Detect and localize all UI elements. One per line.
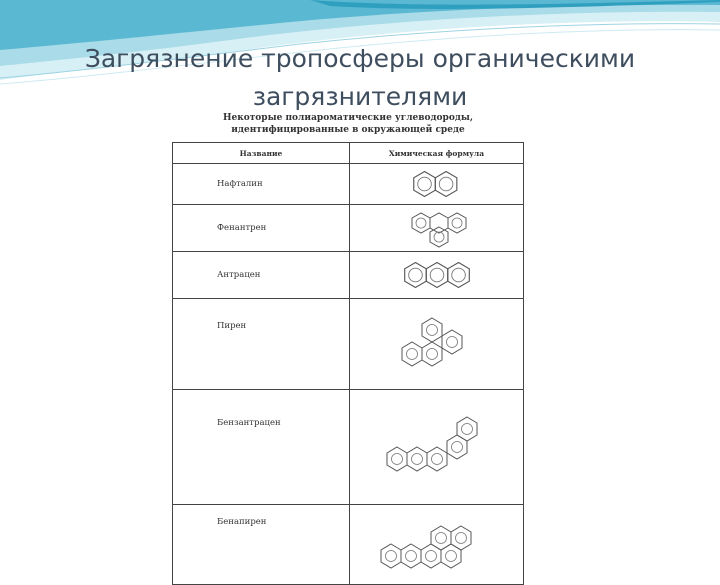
table-row: [173, 505, 524, 585]
table-row: [173, 299, 524, 390]
pah-table: [172, 142, 524, 585]
benzopyrene-structure-icon: [379, 514, 495, 576]
formula-cell: [350, 205, 524, 252]
table-row: [173, 252, 524, 299]
pyrene-structure-icon: [400, 314, 474, 374]
anthracene-structure-icon: [395, 258, 479, 292]
table-row: [173, 205, 524, 252]
table-caption-line-2: идентифицированные в окружающей среде: [231, 125, 465, 135]
benzanthracene-structure-icon: [385, 409, 489, 485]
table-row: [173, 390, 524, 505]
formula-cell: [350, 390, 524, 505]
slide-title-line-2: загрязнителями: [252, 82, 468, 111]
phenanthrene-structure-icon: [400, 208, 474, 248]
compound-name: Нафталин: [173, 164, 350, 205]
formula-cell: [350, 299, 524, 390]
slide-title-line-1: Загрязнение тропосферы органическими: [84, 44, 636, 73]
formula-cell: [350, 505, 524, 585]
formula-cell: [350, 164, 524, 205]
scanned-table-image: [172, 112, 524, 527]
compound-name: Бенапирен: [173, 505, 350, 585]
column-header-name: Название: [173, 143, 350, 164]
table-row: [173, 164, 524, 205]
table-caption: [172, 112, 524, 136]
naphthalene-structure-icon: [407, 167, 467, 201]
table-caption-line-1: Некоторые полиароматические углеводороды,: [222, 113, 473, 123]
formula-cell: [350, 252, 524, 299]
compound-name: Фенантрен: [173, 205, 350, 252]
compound-name: Пирен: [173, 299, 350, 390]
compound-name: Антрацен: [173, 252, 350, 299]
compound-name: Бензантрацен: [173, 390, 350, 505]
table-header-row: [173, 143, 524, 164]
slide-title: [20, 40, 700, 116]
column-header-formula: Химическая формула: [350, 143, 524, 164]
